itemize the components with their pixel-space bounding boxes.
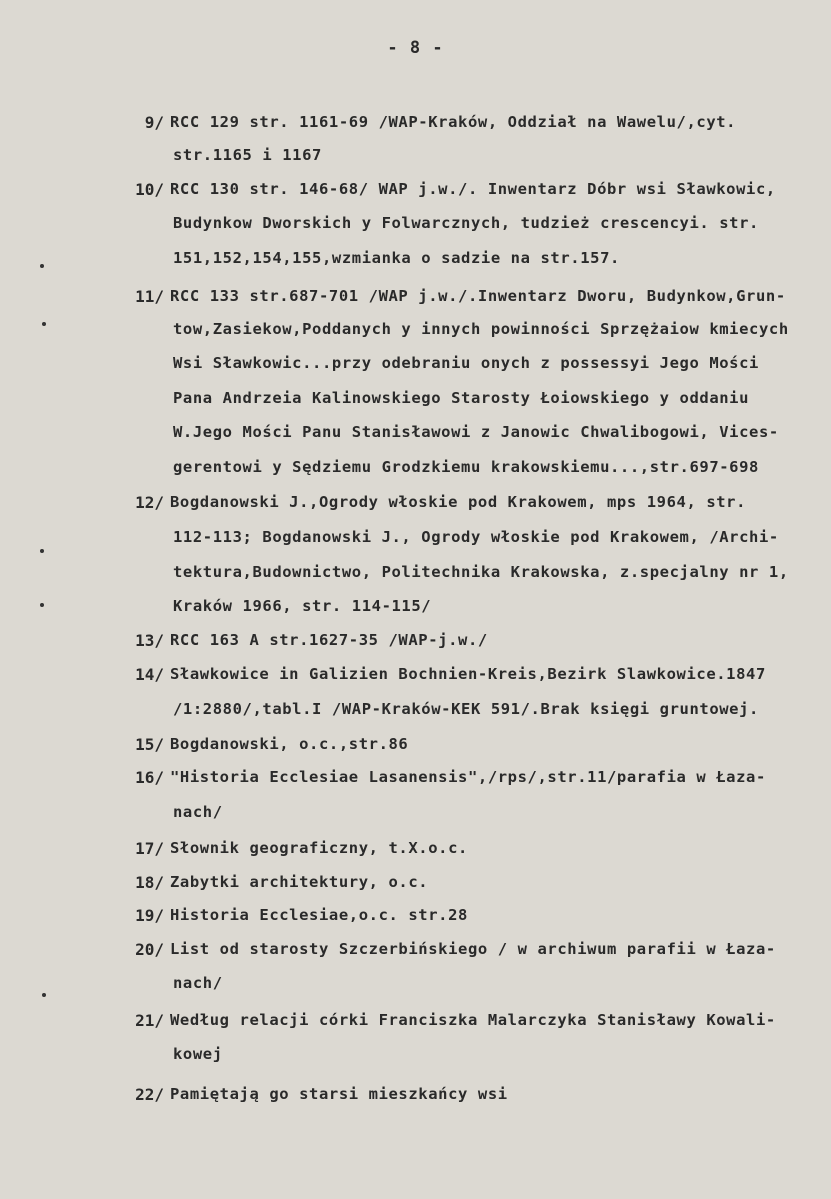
margin-dot [40,549,44,553]
footnote-line: "Historia Ecclesiae Lasanensis",/rps/,str.11/parafia w Łaza- [170,768,766,786]
footnote-line: RCC 129 str. 1161-69 /WAP-Kraków, Oddział na Wawelu/,cyt. [170,113,737,131]
footnote-line: RCC 133 str.687-701 /WAP j.w./.Inwentarz Dworu, Budynkow,Grun- [170,287,786,305]
footnote-number: 17/ [135,839,164,858]
footnote-number: 10/ [135,180,164,199]
footnote-number: 12/ [135,493,164,512]
footnote-number: 19/ [135,906,164,925]
margin-dot [40,264,44,268]
footnote-line: Słownik geograficzny, t.X.o.c. [170,839,468,857]
footnote-line: nach/ [173,803,223,821]
footnote-line: Zabytki architektury, o.c. [170,873,429,891]
footnote-number: 16/ [135,768,164,787]
footnote-number: 13/ [135,631,164,650]
footnote-line: Pamiętają go starsi mieszkańcy wsi [170,1085,508,1103]
margin-dot [42,322,46,326]
footnote-line: Historia Ecclesiae,o.c. str.28 [170,906,468,924]
footnote-line: tektura,Budownictwo, Politechnika Krakowska, z.specjalny nr 1, [173,563,789,581]
footnote-number: 9/ [144,113,164,132]
footnote-line: Pana Andrzeia Kalinowskiego Starosty Łoiowskiego y oddaniu [173,389,750,407]
footnote-line: W.Jego Mości Panu Stanisławowi z Janowic Chwalibogowi, Vices- [173,423,779,441]
footnote-number: 11/ [135,287,164,306]
footnote-number: 14/ [135,665,164,684]
footnote-line: Bogdanowski J.,Ogrody włoskie pod Krakowem, mps 1964, str. [170,493,747,511]
footnote-line: Sławkowice in Galizien Bochnien-Kreis,Bezirk Slawkowice.1847 [170,665,766,683]
footnote-line: 112-113; Bogdanowski J., Ogrody włoskie pod Krakowem, /Archi- [173,528,779,546]
footnote-number: 22/ [135,1085,164,1104]
footnote-number: 20/ [135,940,164,959]
footnote-line: str.1165 i 1167 [173,146,322,164]
footnote-number: 21/ [135,1011,164,1030]
footnote-line: Kraków 1966, str. 114-115/ [173,597,432,615]
margin-dot [42,993,46,997]
footnote-line: RCC 130 str. 146-68/ WAP j.w./. Inwentarz Dóbr wsi Sławkowic, [170,180,776,198]
footnote-line: Budynkow Dworskich y Folwarcznych, tudzież crescencyi. str. [173,214,759,232]
footnote-line: Wsi Sławkowic...przy odebraniu onych z possessyi Jego Mości [173,354,759,372]
footnote-line: gerentowi y Sędziemu Grodzkiemu krakowskiemu...,str.697-698 [173,458,759,476]
footnote-line: RCC 163 A str.1627-35 /WAP-j.w./ [170,631,488,649]
footnote-line: 151,152,154,155,wzmianka o sadzie na str.157. [173,249,620,267]
footnote-line: nach/ [173,974,223,992]
footnote-line: kowej [173,1045,223,1063]
footnote-line: Według relacji córki Franciszka Malarczyka Stanisławy Kowali- [170,1011,776,1029]
footnote-line: List od starosty Szczerbińskiego / w archiwum parafii w Łaza- [170,940,776,958]
footnote-line: tow,Zasiekow,Poddanych y innych powinności Sprzężaiow kmiecych [173,320,789,338]
footnote-number: 15/ [135,735,164,754]
footnote-number: 18/ [135,873,164,892]
margin-dot [40,603,44,607]
footnote-line: Bogdanowski, o.c.,str.86 [170,735,409,753]
page-number: - 8 - [387,38,444,58]
footnote-line: /1:2880/,tabl.I /WAP-Kraków-KEK 591/.Brak księgi gruntowej. [173,700,759,718]
